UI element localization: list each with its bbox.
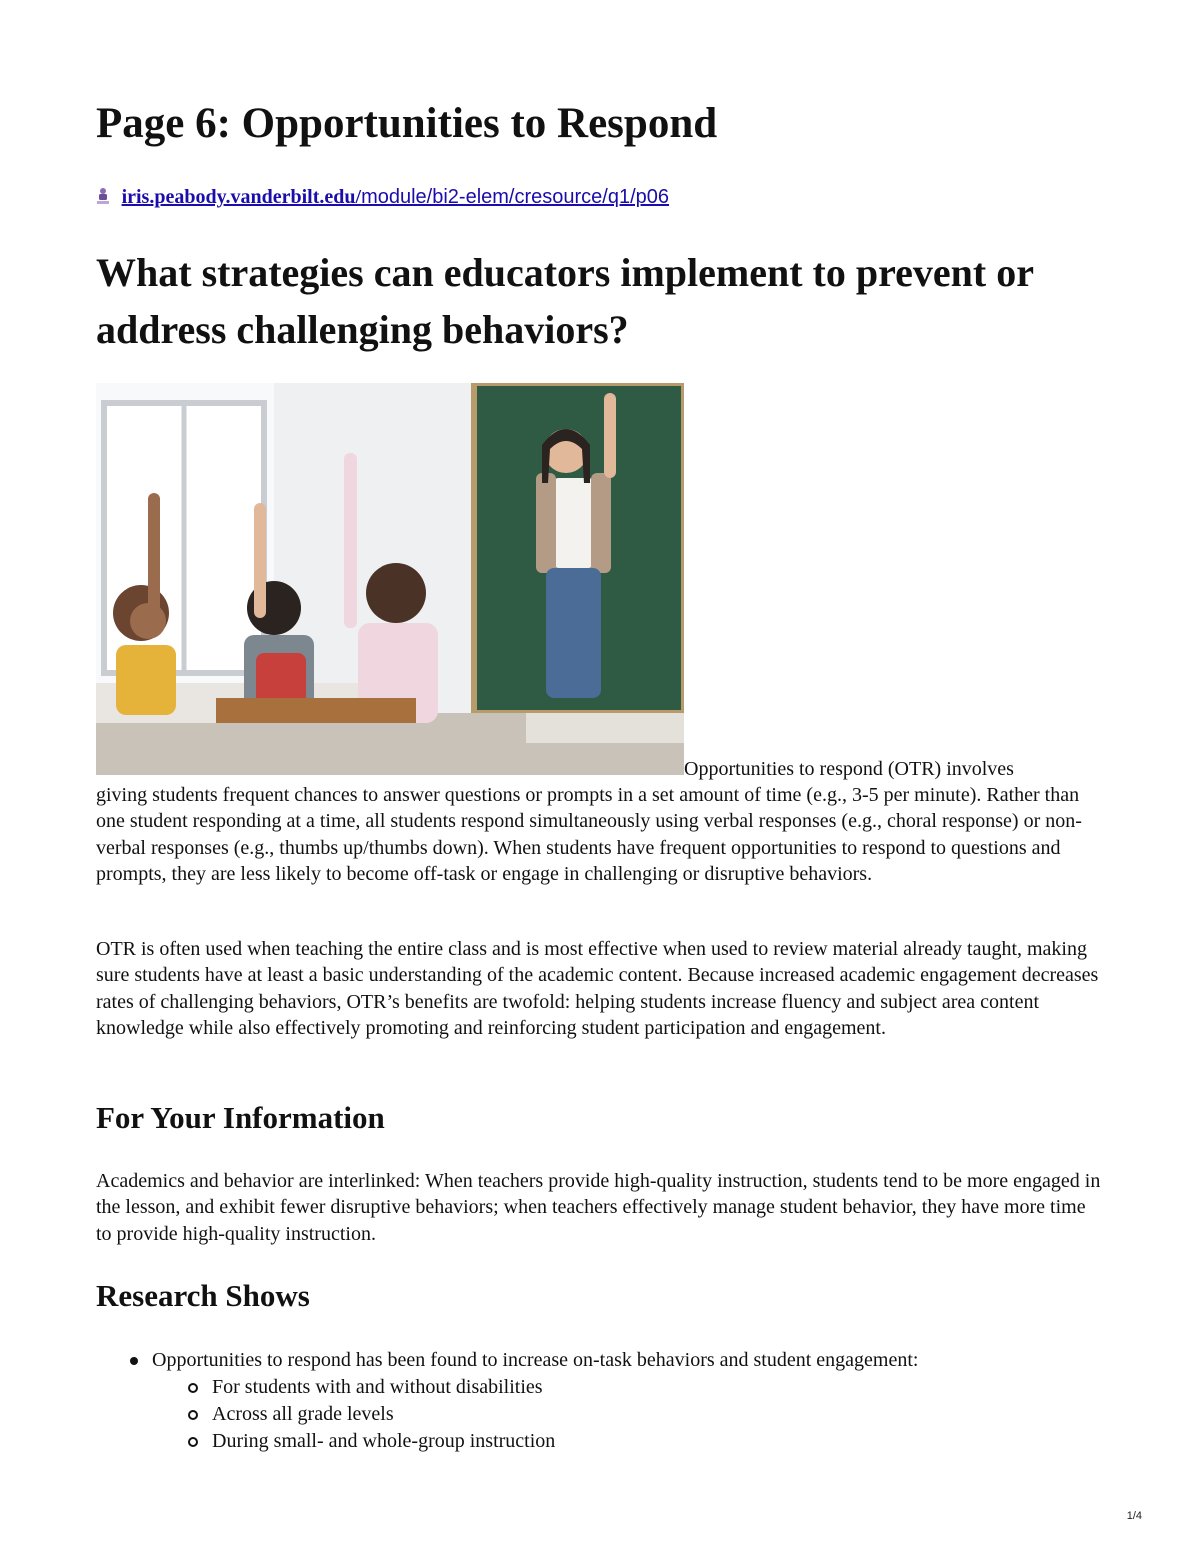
source-domain: iris.peabody.vanderbilt.edu/	[121, 186, 362, 208]
list-item	[152, 1347, 1112, 1455]
list-item: During small- and whole-group instruction	[212, 1428, 1112, 1455]
page-number: 1/4	[1126, 1510, 1142, 1522]
source-url-line	[96, 184, 669, 210]
section-heading: What strategies can educators implement to prevent or address challenging behaviors?	[96, 250, 1034, 352]
research-list	[96, 1347, 1112, 1455]
research-item-text: Opportunities to respond has been found to increase on-task behaviors and student engagement:	[152, 1349, 919, 1371]
fyi-paragraph: Academics and behavior are interlinked: When teachers provide high-quality instruction, students tend to be more engaged in the lesson, and exhibit fewer disruptive behaviors; when teachers effectively manage student behavior, they have more time to provide high-quality instruction.	[96, 1170, 1101, 1245]
page-title: Page 6: Opportunities to Respond	[96, 100, 718, 147]
research-heading: Research Shows	[96, 1278, 310, 1313]
source-path: module/bi2-elem/cresource/q1/p06	[361, 186, 670, 208]
source-link[interactable]	[122, 186, 669, 208]
otr-intro-paragraph: giving students frequent chances to answer questions or prompts in a set amount of time (e.g., 3-5 per minute). Rather than one student responding at a time, all students respond simultaneously using verbal responses (e.g., choral response) or non-verbal responses (e.g., thumbs up/thumbs down). When students have frequent opportunities to respond to questions and prompts, they are less likely to become off-task or engage in challenging or disruptive behaviors.	[96, 784, 1082, 886]
otr-usage-paragraph: OTR is often used when teaching the entire class and is most effective when used to review material already taught, making sure students have at least a basic understanding of the academic content. Because increased academic engagement decreases rates of challenging behaviors, OTR’s benefits are twofold: helping students increase fluency and subject area content knowledge while also effectively promoting and reinforcing student participation and engagement.	[96, 938, 1099, 1040]
classroom-photo	[96, 383, 684, 775]
otr-intro-first-line: Opportunities to respond (OTR) involves	[684, 758, 1014, 780]
list-item: For students with and without disabilities	[212, 1374, 1112, 1401]
site-favicon-icon	[96, 186, 110, 204]
research-sublist	[152, 1374, 1112, 1455]
fyi-heading: For Your Information	[96, 1100, 385, 1135]
list-item: Across all grade levels	[212, 1401, 1112, 1428]
